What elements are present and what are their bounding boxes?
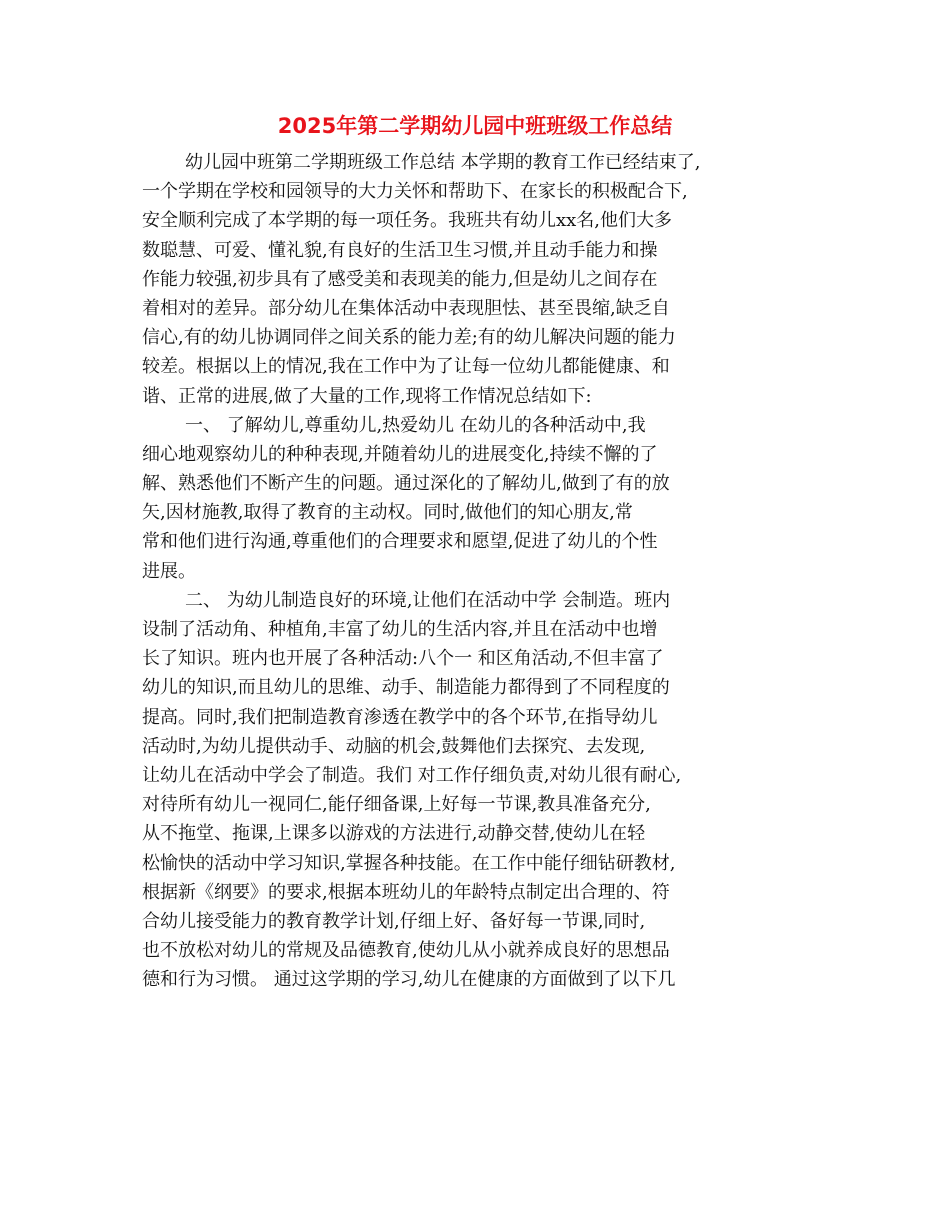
paragraph-line: 也不放松对幼儿的常规及品德教育,使幼儿从小就养成良好的思想品: [142, 940, 670, 962]
paragraph-line: 着相对的差异。部分幼儿在集体活动中表现胆怯、甚至畏缩,缺乏自: [142, 297, 670, 319]
paragraph-line: 较差。根据以上的情况,我在工作中为了让每一位幼儿都能健康、和: [142, 356, 670, 378]
paragraph-line: 对待所有幼儿一视同仁,能仔细备课,上好每一节课,教具准备充分,: [142, 794, 651, 816]
paragraph-line: 提高。同时,我们把制造教育渗透在教学中的各个环节,在指导幼儿: [142, 706, 658, 728]
paragraph-line: 长了知识。班内也开展了各种活动:八个一 和区角活动,不但丰富了: [142, 648, 664, 670]
paragraph-line: 从不拖堂、拖课,上课多以游戏的方法进行,动静交替,使幼儿在轻: [142, 823, 646, 845]
paragraph-line: 根据新《纲要》的要求,根据本班幼儿的年龄特点制定出合理的、符: [142, 881, 670, 903]
paragraph-line: 一个学期在学校和园领导的大力关怀和帮助下、在家长的积极配合下,: [142, 181, 688, 203]
document-body: [142, 148, 812, 994]
paragraph-line: 作能力较强,初步具有了感受美和表现美的能力,但是幼儿之间存在: [142, 268, 658, 290]
paragraph-line: 二、 为幼儿制造良好的环境,让他们在活动中学 会制造。班内: [185, 589, 671, 611]
paragraph-line: 让幼儿在活动中学会了制造。我们 对工作仔细负责,对幼儿很有耐心,: [142, 764, 682, 786]
paragraph-line: 松愉快的活动中学习知识,掌握各种技能。在工作中能仔细钻研教材,: [142, 852, 676, 874]
paragraph-line: 幼儿的知识,而且幼儿的思维、动手、制造能力都得到了不同程度的: [142, 677, 670, 699]
paragraph-line: 信心,有的幼儿协调同伴之间关系的能力差;有的幼儿解决问题的能力: [142, 327, 676, 349]
paragraph-line: 一、 了解幼儿,尊重幼儿,热爱幼儿 在幼儿的各种活动中,我: [185, 414, 646, 436]
paragraph-line: 合幼儿接受能力的教育教学计划,仔细上好、备好每一节课,同时,: [142, 910, 646, 932]
paragraph-line: 数聪慧、可爱、懂礼貌,有良好的生活卫生习惯,并且动手能力和操: [142, 239, 658, 261]
document-title: 2025年第二学期幼儿园中班班级工作总结: [277, 114, 673, 138]
paragraph-line: 德和行为习惯。 通过这学期的学习,幼儿在健康的方面做到了以下几: [142, 969, 676, 991]
paragraph-line: 幼儿园中班第二学期班级工作总结 本学期的教育工作已经结束了,: [185, 152, 701, 173]
paragraph-line: 进展。: [142, 560, 196, 582]
paragraph-line: 谐、正常的进展,做了大量的工作,现将工作情况总结如下:: [142, 385, 592, 407]
paragraph-line: 常和他们进行沟通,尊重他们的合理要求和愿望,促进了幼儿的个性: [142, 531, 658, 553]
paragraph-line: 设制了活动角、种植角,丰富了幼儿的生活内容,并且在活动中也增: [142, 619, 658, 640]
paragraph-line: 细心地观察幼儿的种种表现,并随着幼儿的进展变化,持续不懈的了: [142, 443, 658, 465]
paragraph-line: 矢,因材施教,取得了教育的主动权。同时,做他们的知心朋友,常: [142, 502, 633, 524]
paragraph-line: 解、熟悉他们不断产生的问题。通过深化的了解幼儿,做到了有的放: [142, 473, 670, 495]
paragraph-line: 活动时,为幼儿提供动手、动脑的机会,鼓舞他们去探究、去发现,: [142, 735, 646, 757]
paragraph-line: 安全顺利完成了本学期的每一项任务。我班共有幼儿xx名,他们大多: [142, 210, 673, 232]
